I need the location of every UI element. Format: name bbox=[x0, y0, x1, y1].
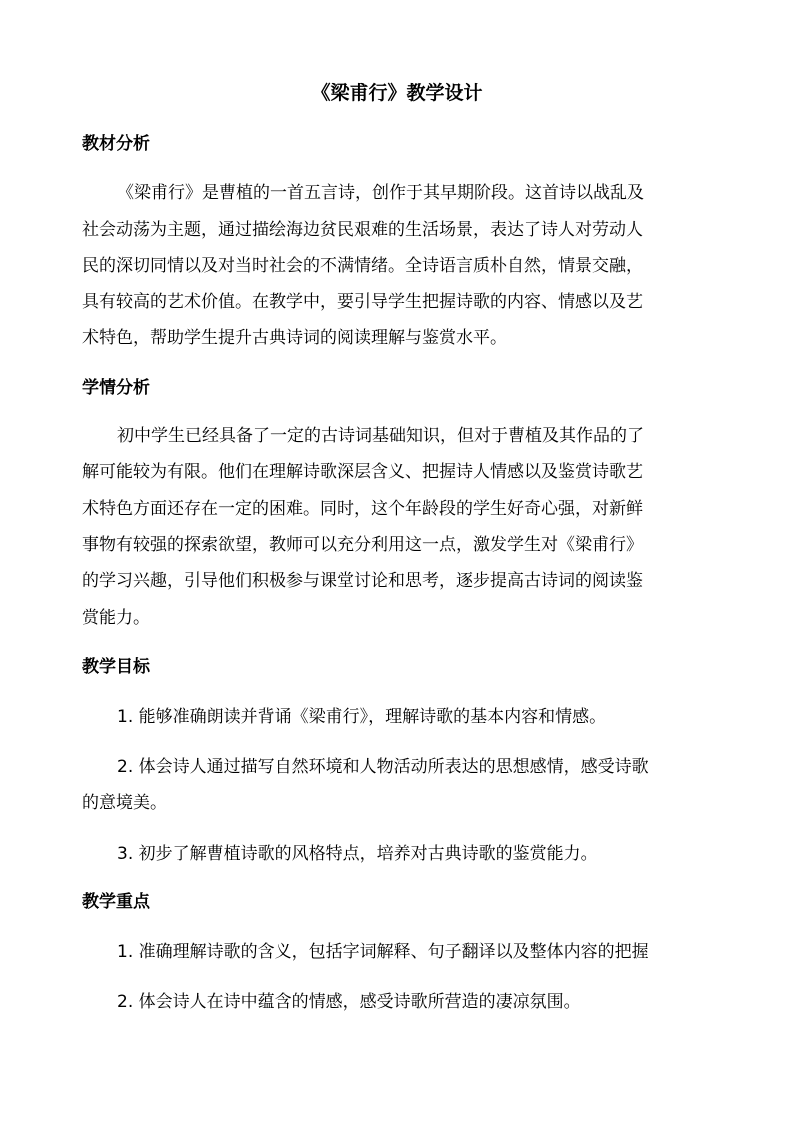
section-heading-material: 教材分析 bbox=[82, 134, 150, 154]
list-item: 2. 体会诗人在诗中蕴含的情感，感受诗歌所营造的凄凉氛围。 bbox=[117, 992, 581, 1012]
list-item: 2. 体会诗人通过描写自然环境和人物活动所表达的思想感情，感受诗歌 bbox=[117, 757, 649, 777]
paragraph-line: 社会动荡为主题，通过描绘海边贫民艰难的生活场景，表达了诗人对劳动人 bbox=[82, 220, 643, 240]
list-item: 3. 初步了解曹植诗歌的风格特点，培养对古典诗歌的鉴赏能力。 bbox=[117, 844, 598, 864]
section-heading-learner: 学情分析 bbox=[82, 378, 150, 398]
paragraph-line: 术特色，帮助学生提升古典诗词的阅读理解与鉴赏水平。 bbox=[82, 328, 507, 348]
list-item: 1. 准确理解诗歌的含义，包括字词解释、句子翻译以及整体内容的把握 bbox=[117, 942, 649, 962]
paragraph-line: 赏能力。 bbox=[82, 608, 150, 628]
paragraph-line: 的学习兴趣，引导他们积极参与课堂讨论和思考，逐步提高古诗词的阅读鉴 bbox=[82, 571, 643, 591]
paragraph-line: 解可能较为有限。他们在理解诗歌深层含义、把握诗人情感以及鉴赏诗歌艺 bbox=[82, 462, 643, 482]
paragraph-line: 《梁甫行》是曹植的一首五言诗，创作于其早期阶段。这首诗以战乱及 bbox=[117, 183, 644, 203]
paragraph-line: 术特色方面还存在一定的困难。同时，这个年龄段的学生好奇心强，对新鲜 bbox=[82, 499, 643, 519]
paragraph-line: 事物有较强的探索欲望，教师可以充分利用这一点，激发学生对《梁甫行》 bbox=[82, 535, 643, 555]
section-heading-goals: 教学目标 bbox=[82, 657, 150, 677]
list-item: 1. 能够准确朗读并背诵《梁甫行》，理解诗歌的基本内容和情感。 bbox=[117, 707, 607, 727]
paragraph-line: 具有较高的艺术价值。在教学中，要引导学生把握诗歌的内容、情感以及艺 bbox=[82, 292, 643, 312]
list-item-continuation: 的意境美。 bbox=[82, 793, 167, 813]
paragraph-line: 初中学生已经具备了一定的古诗词基础知识，但对于曹植及其作品的了 bbox=[117, 426, 644, 446]
paragraph-line: 民的深切同情以及对当时社会的不满情绪。全诗语言质朴自然，情景交融， bbox=[82, 256, 643, 276]
section-heading-key-points: 教学重点 bbox=[82, 892, 150, 912]
document-title: 《梁甫行》教学设计 bbox=[311, 82, 483, 104]
